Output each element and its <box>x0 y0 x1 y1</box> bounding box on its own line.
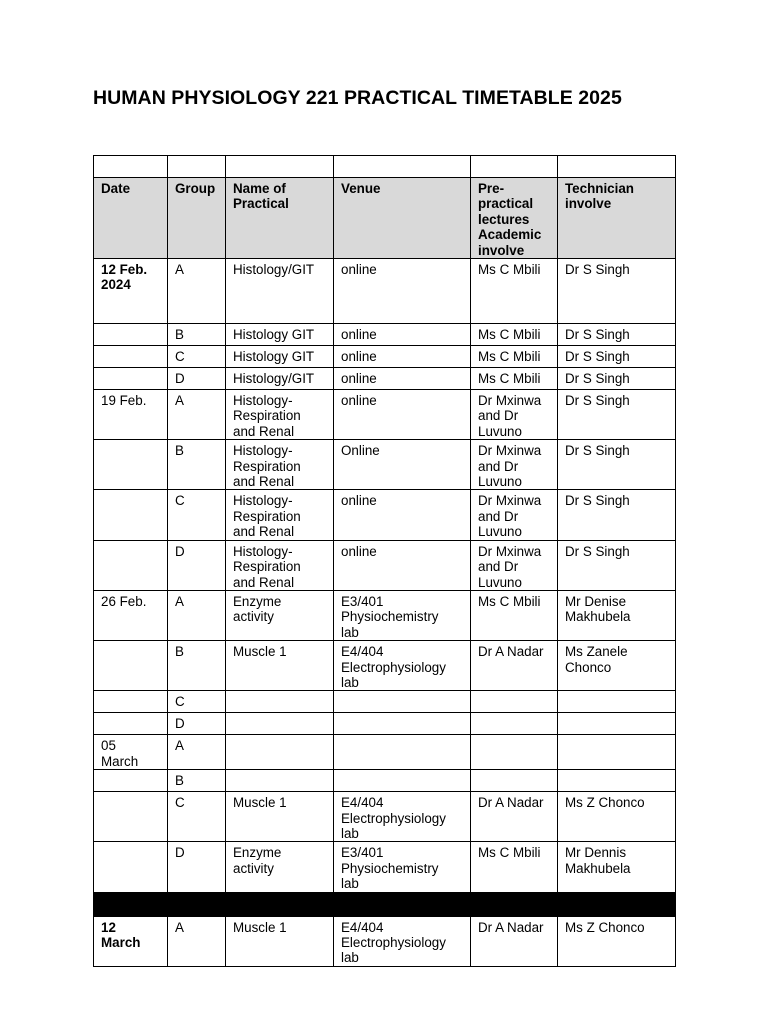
venue-cell <box>334 916 471 966</box>
practical-text: Histology- Respiration and Renal <box>233 443 301 490</box>
venue-text: online <box>341 493 377 509</box>
technician-cell <box>558 842 676 892</box>
date-cell <box>94 792 168 842</box>
venue-cell <box>334 842 471 892</box>
separator-cell <box>558 892 676 916</box>
group-cell <box>168 346 226 368</box>
venue-text: E4/404 Electrophysiology lab <box>341 644 446 690</box>
date-text: 26 Feb. <box>101 593 147 609</box>
date-cell <box>94 368 168 390</box>
blank-cell <box>471 156 558 178</box>
separator-row <box>94 892 676 916</box>
header-academic: Pre- practical lectures Academic involve <box>471 178 558 259</box>
group-text: D <box>175 845 185 861</box>
academic-cell <box>471 713 558 735</box>
technician-text: Ms Z Chonco <box>565 919 645 935</box>
venue-text: online <box>341 327 377 343</box>
venue-text: online <box>341 543 377 559</box>
date-cell <box>94 440 168 490</box>
group-text: D <box>175 543 185 559</box>
venue-cell <box>334 590 471 640</box>
academic-text: Ms C Mbili <box>478 262 541 278</box>
academic-cell <box>471 691 558 713</box>
academic-text: Dr Mxinwa and Dr Luvuno <box>478 393 542 439</box>
venue-cell <box>334 641 471 691</box>
academic-cell <box>471 368 558 390</box>
practical-cell <box>226 792 334 842</box>
academic-cell <box>471 324 558 346</box>
date-cell <box>94 324 168 346</box>
venue-cell <box>334 390 471 440</box>
academic-cell <box>471 390 558 440</box>
academic-text: Dr Mxinwa and Dr Luvuno <box>478 443 542 490</box>
academic-cell <box>471 792 558 842</box>
technician-cell <box>558 735 676 770</box>
date-text: 19 Feb. <box>101 393 147 409</box>
separator-cell <box>226 892 334 916</box>
technician-cell <box>558 770 676 792</box>
technician-cell <box>558 691 676 713</box>
practical-cell <box>226 641 334 691</box>
technician-text: Ms Z Chonco <box>565 795 645 811</box>
practical-cell <box>226 590 334 640</box>
technician-text: Dr S Singh <box>565 371 630 387</box>
technician-text: Dr S Singh <box>565 543 630 559</box>
group-cell <box>168 540 226 590</box>
practical-cell <box>226 916 334 966</box>
group-text: A <box>175 393 184 409</box>
date-cell <box>94 770 168 792</box>
venue-cell <box>334 713 471 735</box>
venue-text: E3/401 Physiochemistry lab <box>341 593 439 640</box>
header-group: Group <box>168 178 226 259</box>
separator-cell <box>334 892 471 916</box>
academic-cell <box>471 346 558 368</box>
venue-cell <box>334 540 471 590</box>
group-text: A <box>175 738 184 754</box>
group-text: B <box>175 327 184 343</box>
technician-cell <box>558 540 676 590</box>
table-row <box>94 259 676 324</box>
separator-cell <box>168 892 226 916</box>
technician-cell <box>558 346 676 368</box>
technician-text: Dr S Singh <box>565 493 630 509</box>
table-row <box>94 368 676 390</box>
academic-text: Dr A Nadar <box>478 919 544 935</box>
technician-text: Mr Dennis Makhubela <box>565 845 631 876</box>
date-cell <box>94 735 168 770</box>
venue-text: E3/401 Physiochemistry lab <box>341 845 439 892</box>
academic-cell <box>471 770 558 792</box>
practical-cell <box>226 346 334 368</box>
table-row <box>94 440 676 490</box>
header-venue: Venue <box>334 178 471 259</box>
practical-cell <box>226 390 334 440</box>
group-cell <box>168 590 226 640</box>
blank-row <box>94 156 676 178</box>
venue-text: online <box>341 393 377 409</box>
date-cell <box>94 346 168 368</box>
technician-cell <box>558 792 676 842</box>
group-text: D <box>175 716 185 732</box>
academic-text: Dr A Nadar <box>478 644 544 660</box>
group-cell <box>168 842 226 892</box>
academic-text: Ms C Mbili <box>478 593 541 609</box>
academic-text: Ms C Mbili <box>478 371 541 387</box>
header-technician: Technician involve <box>558 178 676 259</box>
venue-text: online <box>341 371 377 387</box>
technician-text: Dr S Singh <box>565 443 630 459</box>
venue-cell <box>334 440 471 490</box>
academic-text: Dr Mxinwa and Dr Luvuno <box>478 543 542 590</box>
practical-text: Histology/GIT <box>233 262 315 278</box>
technician-text: Ms Zanele Chonco <box>565 644 628 675</box>
venue-text: online <box>341 349 377 365</box>
venue-cell <box>334 324 471 346</box>
practical-cell <box>226 842 334 892</box>
table-row <box>94 735 676 770</box>
date-cell <box>94 540 168 590</box>
group-cell <box>168 259 226 324</box>
header-practical: Name of Practical <box>226 178 334 259</box>
date-cell <box>94 259 168 324</box>
group-cell <box>168 770 226 792</box>
practical-cell <box>226 324 334 346</box>
venue-cell <box>334 691 471 713</box>
technician-cell <box>558 641 676 691</box>
table-row <box>94 324 676 346</box>
group-cell <box>168 324 226 346</box>
timetable-body <box>94 156 676 967</box>
blank-cell <box>168 156 226 178</box>
venue-text: E4/404 Electrophysiology lab <box>341 919 446 966</box>
practical-text: Histology GIT <box>233 349 315 365</box>
group-text: B <box>175 773 184 789</box>
table-row <box>94 390 676 440</box>
date-cell <box>94 842 168 892</box>
group-cell <box>168 440 226 490</box>
technician-text: Mr Denise Makhubela <box>565 593 631 625</box>
blank-cell <box>94 156 168 178</box>
academic-text: Ms C Mbili <box>478 327 541 343</box>
date-cell <box>94 641 168 691</box>
venue-text: online <box>341 262 377 278</box>
technician-text: Dr S Singh <box>565 349 630 365</box>
group-cell <box>168 641 226 691</box>
date-text: 05 March <box>101 738 139 769</box>
venue-cell <box>334 792 471 842</box>
practical-text: Muscle 1 <box>233 919 287 935</box>
group-cell <box>168 691 226 713</box>
technician-cell <box>558 713 676 735</box>
blank-cell <box>558 156 676 178</box>
academic-cell <box>471 735 558 770</box>
header-date: Date <box>94 178 168 259</box>
group-cell <box>168 916 226 966</box>
academic-cell <box>471 540 558 590</box>
practical-cell <box>226 770 334 792</box>
group-cell <box>168 713 226 735</box>
technician-cell <box>558 390 676 440</box>
group-text: C <box>175 349 185 365</box>
practical-text: Histology- Respiration and Renal <box>233 493 301 540</box>
practical-text: Muscle 1 <box>233 795 287 811</box>
academic-cell <box>471 440 558 490</box>
technician-text: Dr S Singh <box>565 262 630 278</box>
academic-cell <box>471 590 558 640</box>
venue-text: E4/404 Electrophysiology lab <box>341 795 446 841</box>
technician-cell <box>558 368 676 390</box>
venue-cell <box>334 259 471 324</box>
group-cell <box>168 735 226 770</box>
table-row <box>94 490 676 540</box>
practical-cell <box>226 735 334 770</box>
date-cell <box>94 490 168 540</box>
date-cell <box>94 590 168 640</box>
practical-text: Enzyme activity <box>233 845 282 876</box>
academic-cell <box>471 259 558 324</box>
group-text: A <box>175 593 184 609</box>
table-row <box>94 842 676 892</box>
timetable <box>93 155 676 967</box>
group-cell <box>168 792 226 842</box>
practical-text: Histology GIT <box>233 327 315 343</box>
practical-cell <box>226 691 334 713</box>
practical-text: Histology/GIT <box>233 371 315 387</box>
practical-cell <box>226 540 334 590</box>
venue-cell <box>334 490 471 540</box>
academic-text: Dr Mxinwa and Dr Luvuno <box>478 493 542 540</box>
technician-cell <box>558 590 676 640</box>
table-row <box>94 346 676 368</box>
table-row <box>94 792 676 842</box>
technician-text: Dr S Singh <box>565 393 630 409</box>
blank-cell <box>334 156 471 178</box>
group-text: D <box>175 371 185 387</box>
date-cell <box>94 390 168 440</box>
group-text: C <box>175 493 185 509</box>
venue-cell <box>334 735 471 770</box>
date-cell <box>94 691 168 713</box>
technician-text: Dr S Singh <box>565 327 630 343</box>
group-text: A <box>175 919 184 935</box>
academic-cell <box>471 490 558 540</box>
group-text: A <box>175 262 184 278</box>
table-row <box>94 540 676 590</box>
practical-text: Histology- Respiration and Renal <box>233 543 301 590</box>
practical-text: Muscle 1 <box>233 644 287 660</box>
date-text: 12 March <box>101 919 141 950</box>
practical-cell <box>226 490 334 540</box>
page-title: HUMAN PHYSIOLOGY 221 PRACTICAL TIMETABLE 2025 <box>93 87 622 109</box>
group-cell <box>168 390 226 440</box>
practical-text: Histology- Respiration and Renal <box>233 393 301 439</box>
group-cell <box>168 490 226 540</box>
technician-cell <box>558 259 676 324</box>
venue-cell <box>334 368 471 390</box>
separator-cell <box>471 892 558 916</box>
academic-cell <box>471 641 558 691</box>
date-text: 12 Feb. 2024 <box>101 262 148 293</box>
practical-cell <box>226 440 334 490</box>
practical-cell <box>226 713 334 735</box>
table-row <box>94 713 676 735</box>
academic-text: Ms C Mbili <box>478 349 541 365</box>
group-text: B <box>175 644 184 660</box>
table-row <box>94 590 676 640</box>
venue-cell <box>334 770 471 792</box>
blank-cell <box>226 156 334 178</box>
venue-text: Online <box>341 443 380 459</box>
date-cell <box>94 916 168 966</box>
academic-text: Dr A Nadar <box>478 795 544 811</box>
technician-cell <box>558 440 676 490</box>
technician-cell <box>558 324 676 346</box>
table-row <box>94 770 676 792</box>
group-text: C <box>175 795 185 811</box>
separator-cell <box>94 892 168 916</box>
academic-text: Ms C Mbili <box>478 845 541 861</box>
table-row <box>94 691 676 713</box>
group-cell <box>168 368 226 390</box>
practical-cell <box>226 368 334 390</box>
table-row <box>94 916 676 966</box>
date-cell <box>94 713 168 735</box>
academic-cell <box>471 916 558 966</box>
technician-cell <box>558 490 676 540</box>
header-row <box>94 178 676 259</box>
table-row <box>94 641 676 691</box>
technician-cell <box>558 916 676 966</box>
practical-text: Enzyme activity <box>233 593 282 625</box>
academic-cell <box>471 842 558 892</box>
group-text: C <box>175 694 185 710</box>
venue-cell <box>334 346 471 368</box>
group-text: B <box>175 443 184 459</box>
practical-cell <box>226 259 334 324</box>
